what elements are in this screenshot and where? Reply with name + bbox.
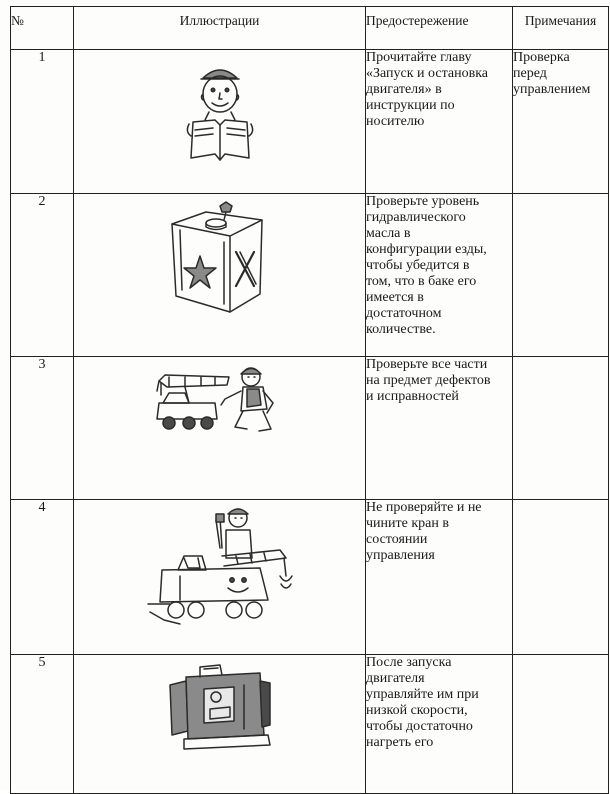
warning-line: носителю [366,114,425,129]
warning-line: количестве. [366,322,436,337]
header-notes: Примечания [513,7,609,50]
row-warning [366,655,513,794]
warning-line: После запуска [366,655,452,670]
table-row [11,50,609,194]
row-illustration [74,357,366,500]
warning-line: двигателя [366,671,425,686]
row-notes [513,50,609,194]
warning-line: управления [366,548,435,563]
warning-line: конфигурации езды, [366,242,487,257]
warning-line: гидравлического [366,210,466,225]
note-line: перед [513,66,547,81]
warning-line: двигателя» в [366,82,442,97]
instructions-table [10,6,609,794]
note-line: Проверка [513,50,570,65]
warning-line: на предмет дефектов [366,373,491,388]
warning-line: и исправностей [366,389,459,404]
row-number: 3 [11,357,74,500]
worker-on-crane-truck-icon [140,500,300,632]
warning-line: масла в [366,226,411,241]
warning-line: низкой скорости, [366,703,468,718]
warning-line: достаточном [366,306,442,321]
row-warning [366,50,513,194]
warning-line: чтобы достаточно [366,719,473,734]
header-warning: Предостережение [366,7,513,50]
row-notes [513,500,609,655]
warning-line: Не проверяйте и не [366,500,482,515]
row-illustration [74,655,366,794]
warning-line: инструкции по [366,98,455,113]
warning-line: чтобы убедится в [366,258,470,273]
engine-icon [160,655,280,755]
warning-line: имеется в [366,290,424,305]
note-line: управлением [513,82,591,97]
row-illustration [74,500,366,655]
row-number: 4 [11,500,74,655]
row-number: 2 [11,194,74,357]
person-reading-manual-icon [175,50,265,168]
warning-line: Проверьте все части [366,357,488,372]
worker-inspecting-crane-icon [155,357,285,437]
warning-line: Прочитайте главу [366,50,472,65]
warning-line: состоянии [366,532,428,547]
row-number: 5 [11,655,74,794]
hydraulic-oil-tank-icon [160,194,280,319]
table-row [11,500,609,655]
row-warning [366,357,513,500]
table-row [11,357,609,500]
warning-line: чините кран в [366,516,449,531]
row-notes [513,357,609,500]
row-notes [513,194,609,357]
header-number: № [11,7,74,50]
table-row [11,194,609,357]
table-row [11,655,609,794]
row-number: 1 [11,50,74,194]
row-illustration [74,50,366,194]
warning-line: управляйте им при [366,687,479,702]
warning-line: том, что в баке его [366,274,477,289]
row-notes [513,655,609,794]
row-warning [366,500,513,655]
row-illustration [74,194,366,357]
warning-line: Проверьте уровень [366,194,480,209]
warning-line: нагреть его [366,735,434,750]
header-illustrations: Иллюстрации [74,7,366,50]
table-header-row [11,7,609,50]
row-warning [366,194,513,357]
warning-line: «Запуск и остановка [366,66,489,81]
